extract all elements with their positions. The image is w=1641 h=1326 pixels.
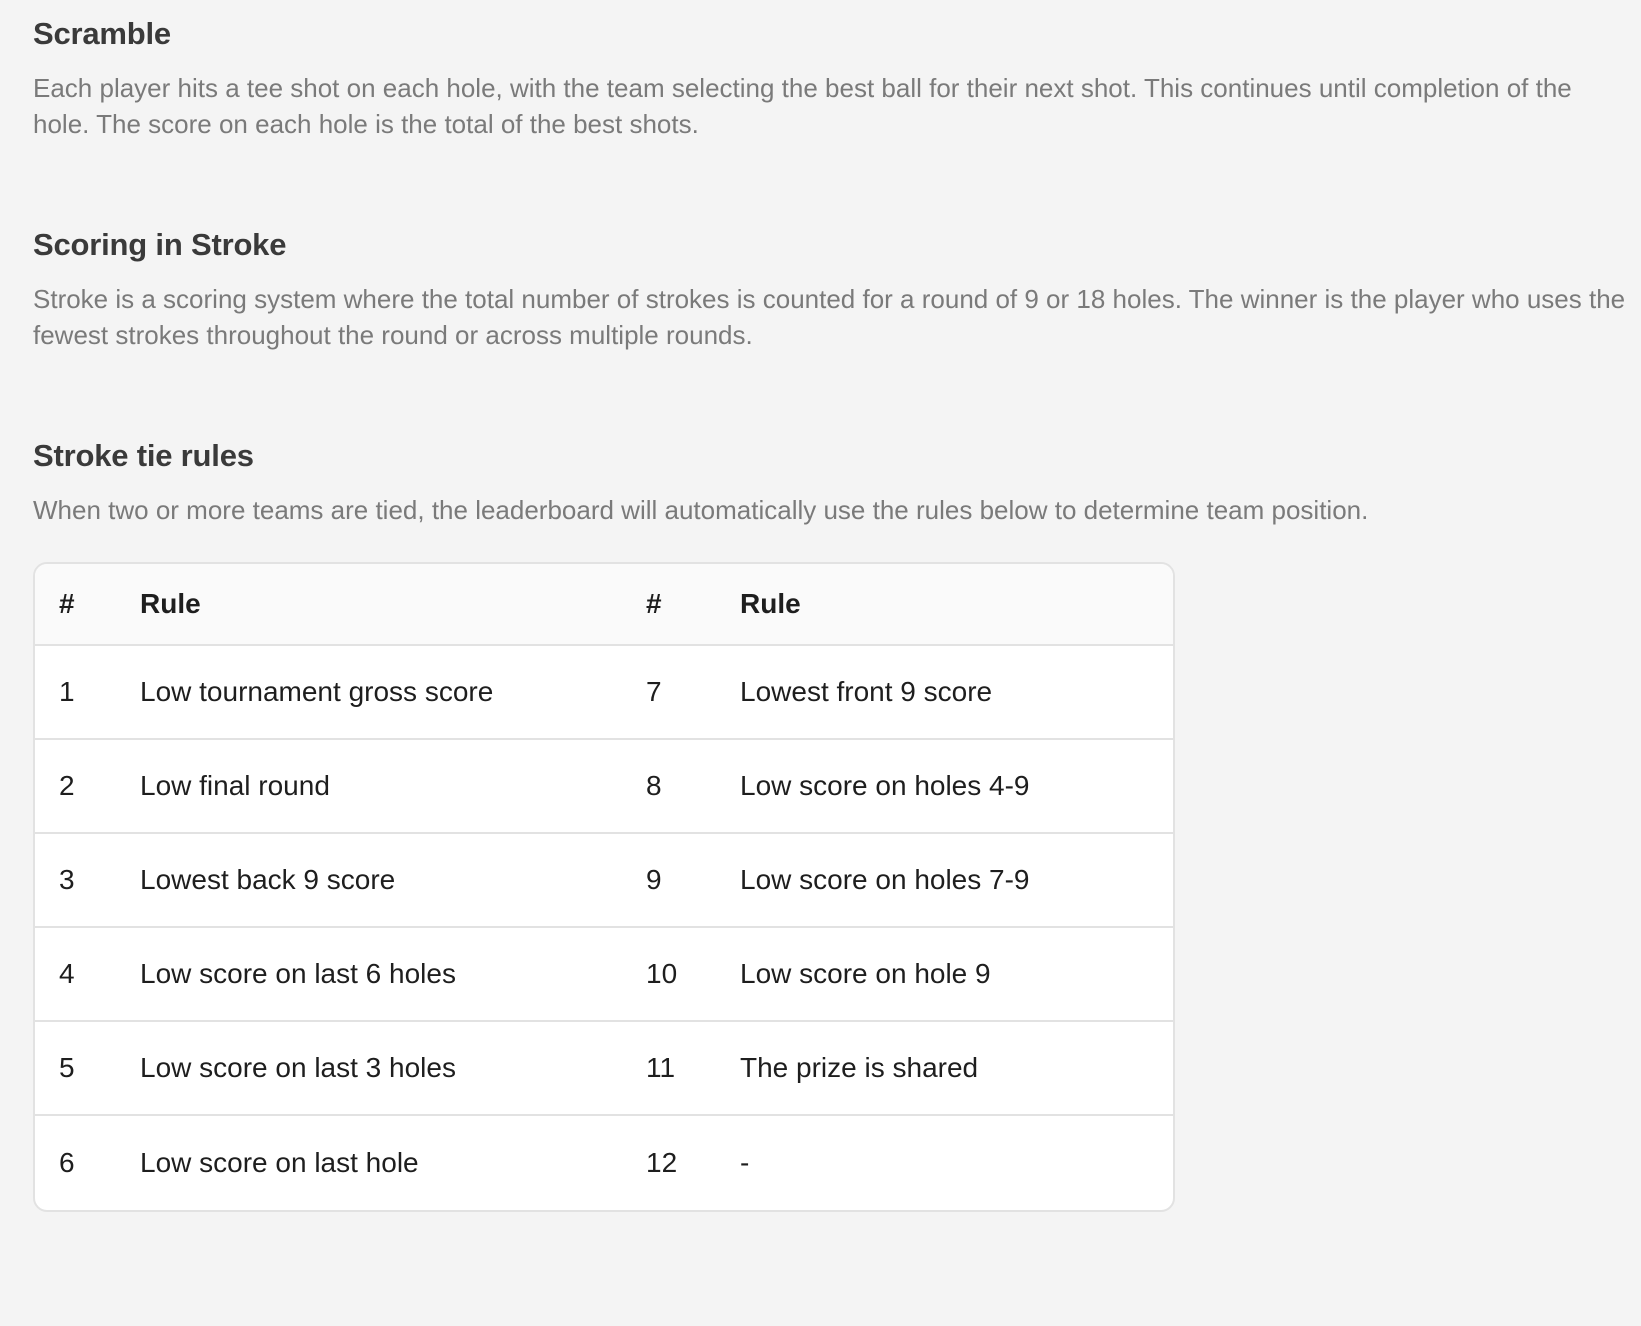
stroke-tie-rules-section <box>33 438 1633 528</box>
rule-text: Low score on last 6 holes <box>140 927 646 1021</box>
rule-text: Low score on holes 4-9 <box>740 739 1173 833</box>
rule-text: The prize is shared <box>740 1021 1173 1115</box>
scramble-section <box>33 16 1633 142</box>
section-title: Stroke tie rules <box>33 438 254 473</box>
tie-rules-table-container <box>33 562 1175 1212</box>
rule-number: 4 <box>35 927 140 1021</box>
table-row <box>35 1115 1173 1210</box>
table-row <box>35 927 1173 1021</box>
table-header-row <box>35 564 1173 645</box>
rule-number: 5 <box>35 1021 140 1115</box>
rule-number: 6 <box>59 1147 75 1178</box>
rule-number: 11 <box>646 1021 740 1115</box>
rule-text: Low final round <box>140 739 646 833</box>
table-row <box>35 1021 1173 1115</box>
rule-number: 10 <box>646 927 740 1021</box>
rule-number: 1 <box>35 645 140 739</box>
rule-text: - <box>740 1147 750 1178</box>
rule-text: Low score on holes 7-9 <box>740 833 1173 927</box>
column-header-number: # <box>646 564 740 645</box>
rule-text: Low score on last hole <box>140 1147 419 1178</box>
table-row <box>35 739 1173 833</box>
rule-number: 8 <box>646 739 740 833</box>
rule-text: Low score on last 3 holes <box>140 1021 646 1115</box>
rule-number: 12 <box>646 1147 678 1178</box>
table-row <box>35 833 1173 927</box>
rule-text: Low score on hole 9 <box>740 927 1173 1021</box>
rule-text: Lowest back 9 score <box>140 833 646 927</box>
scoring-in-stroke-section <box>33 227 1633 353</box>
column-header-rule: Rule <box>740 564 1173 645</box>
rule-number: 9 <box>646 833 740 927</box>
rule-text: Low tournament gross score <box>140 645 646 739</box>
rule-number: 3 <box>35 833 140 927</box>
section-description: Stroke is a scoring system where the total number of strokes is counted for a round of 9 or 18 holes. The winner is the player who uses the fewest strokes throughout the round or across multiple rounds. <box>33 284 1626 350</box>
rule-number: 2 <box>35 739 140 833</box>
rule-text: Lowest front 9 score <box>740 645 1173 739</box>
section-description: Each player hits a tee shot on each hole, with the team selecting the best ball for their next shot. This continues until completion of the hole. The score on each hole is the total of the best shots. <box>33 73 1572 139</box>
section-title: Scoring in Stroke <box>33 227 287 262</box>
section-description: When two or more teams are tied, the leaderboard will automatically use the rules below to determine team position. <box>33 495 1369 525</box>
column-header-number: # <box>35 564 140 645</box>
column-header-rule: Rule <box>140 564 646 645</box>
section-title: Scramble <box>33 16 171 51</box>
rule-number: 7 <box>646 645 740 739</box>
tie-rules-table <box>35 564 1173 1210</box>
table-row <box>35 645 1173 739</box>
